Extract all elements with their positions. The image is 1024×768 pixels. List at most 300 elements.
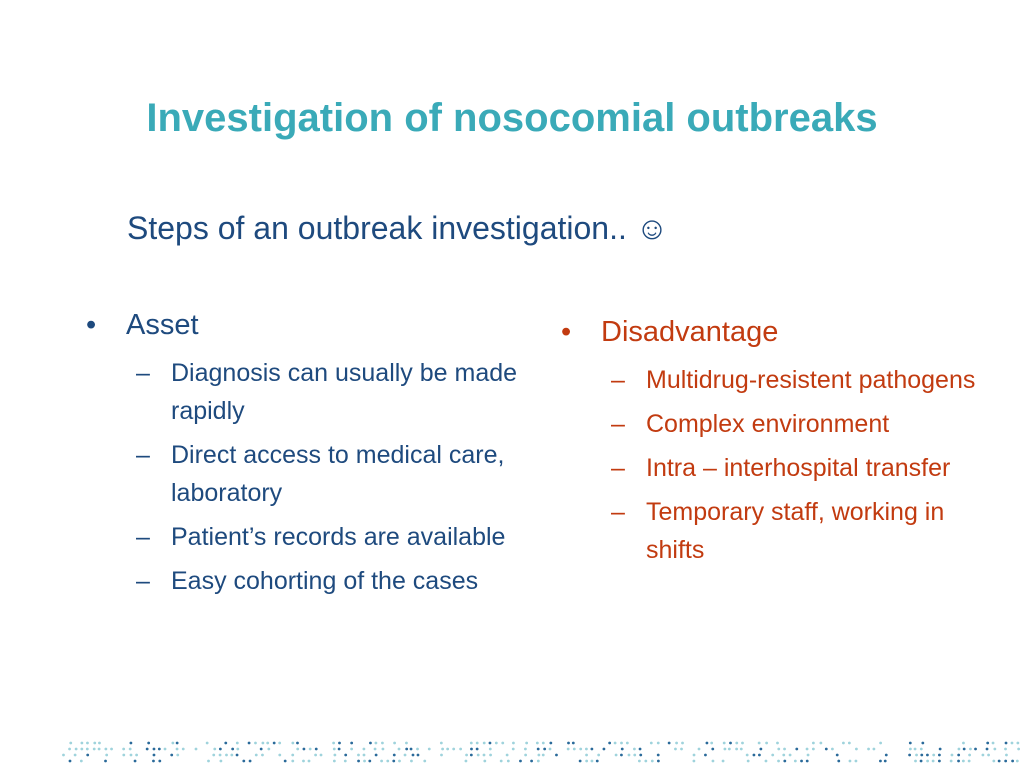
decorative-dot	[644, 760, 647, 763]
decorative-dot	[446, 748, 449, 751]
decorative-dot	[740, 748, 743, 751]
decorative-dot	[320, 754, 323, 757]
decorative-dot	[86, 754, 89, 757]
decorative-dot	[483, 742, 486, 745]
decorative-dot	[452, 748, 455, 751]
decorative-dot	[171, 742, 174, 745]
decorative-dot	[729, 742, 732, 745]
decorative-dot	[110, 748, 113, 751]
decorative-dot	[62, 754, 65, 757]
decorative-dot	[75, 748, 78, 751]
decorative-dot	[998, 760, 1001, 763]
decorative-dot	[771, 754, 774, 757]
decorative-dot	[158, 748, 161, 751]
decorative-dot	[489, 754, 492, 757]
decorative-dot	[93, 748, 96, 751]
decorative-dot	[266, 742, 269, 745]
decorative-dot	[344, 754, 347, 757]
decorative-dot	[375, 742, 378, 745]
decorative-dot	[842, 742, 845, 745]
decorative-dot	[621, 748, 624, 751]
decorative-dot	[393, 754, 396, 757]
decorative-dot	[291, 742, 294, 745]
dash-icon: –	[611, 498, 625, 526]
decorative-dot	[255, 754, 258, 757]
decorative-dot	[1004, 760, 1007, 763]
decorative-dot	[470, 748, 473, 751]
decorative-dot	[542, 754, 545, 757]
disadvantage-item	[611, 493, 981, 569]
decorative-dot	[650, 742, 653, 745]
decorative-dot	[855, 748, 858, 751]
decorative-dot	[938, 754, 941, 757]
decorative-dot	[170, 754, 173, 757]
decorative-dot	[620, 754, 623, 757]
dash-icon: –	[611, 410, 625, 438]
decorative-dot	[152, 760, 155, 763]
decorative-dot	[80, 742, 83, 745]
decorative-dot	[806, 748, 809, 751]
decorative-dot	[302, 760, 305, 763]
decorative-dot	[657, 754, 660, 757]
decorative-dot	[986, 742, 989, 745]
decorative-dot	[381, 742, 384, 745]
decorative-dot	[680, 748, 683, 751]
decorative-dot	[639, 754, 642, 757]
decorative-dot	[423, 760, 426, 763]
decorative-dot	[357, 760, 360, 763]
decorative-dot	[483, 760, 486, 763]
decorative-dot	[441, 748, 444, 751]
decorative-dot	[920, 748, 923, 751]
disadvantage-item-text: Intra – interhospital transfer	[646, 454, 951, 482]
bullet-icon: •	[86, 309, 97, 341]
decorative-dot	[512, 742, 515, 745]
dash-icon: –	[611, 454, 625, 482]
disadvantage-list	[561, 361, 981, 569]
decorative-dot	[735, 748, 738, 751]
decorative-dot	[951, 754, 954, 757]
decorative-dot	[363, 754, 366, 757]
decorative-dot	[758, 754, 761, 757]
decorative-dot	[512, 748, 515, 751]
decorative-dot	[783, 760, 786, 763]
decorative-dot	[1011, 760, 1014, 763]
decorative-dot	[207, 760, 210, 763]
decorative-dot	[849, 760, 852, 763]
disadvantage-heading-row	[561, 313, 981, 351]
decorative-dot	[69, 742, 72, 745]
decorative-dot	[465, 760, 468, 763]
decorative-dot	[332, 742, 335, 745]
decorative-dot	[855, 760, 858, 763]
decorative-dot	[992, 760, 995, 763]
decorative-dot	[555, 754, 558, 757]
decorative-dot	[261, 742, 264, 745]
decorative-dot	[363, 760, 366, 763]
decorative-dot	[86, 742, 89, 745]
decorative-dot	[591, 760, 594, 763]
decorative-dot	[80, 748, 83, 751]
dash-icon: –	[136, 359, 150, 387]
decorative-dot	[537, 748, 540, 751]
decorative-dot	[470, 742, 473, 745]
decorative-dot	[1016, 760, 1019, 763]
decorative-dot	[176, 754, 179, 757]
disadvantage-heading: Disadvantage	[601, 316, 779, 348]
decorative-dot	[428, 748, 431, 751]
slide-subtitle: Steps of an outbreak investigation.. ☺	[127, 210, 669, 246]
decorative-dot	[410, 760, 413, 763]
decorative-dot	[615, 754, 618, 757]
decorative-dot	[783, 748, 786, 751]
decorative-dot	[969, 748, 972, 751]
decorative-dot	[296, 742, 299, 745]
decorative-dot	[338, 748, 341, 751]
decorative-dot	[722, 760, 725, 763]
decorative-dot	[524, 748, 527, 751]
decorative-dot	[879, 760, 882, 763]
decorative-dot	[704, 754, 707, 757]
decorative-dot	[567, 748, 570, 751]
decorative-dot	[932, 754, 935, 757]
decorative-dot	[380, 760, 383, 763]
decorative-dot	[260, 748, 263, 751]
decorative-dot	[795, 748, 798, 751]
decorative-dot	[314, 754, 317, 757]
decorative-dot	[921, 742, 924, 745]
dash-icon: –	[136, 567, 150, 595]
decorative-dot	[404, 754, 407, 757]
decorative-dot	[825, 748, 828, 751]
decorative-dot	[885, 754, 888, 757]
decorative-dot	[417, 754, 420, 757]
decorative-dot	[146, 748, 149, 751]
decorative-dot	[219, 754, 222, 757]
decorative-dot	[909, 742, 912, 745]
decorative-dot	[506, 754, 509, 757]
decorative-dot	[459, 748, 462, 751]
decorative-dot	[296, 748, 299, 751]
decorative-dot	[291, 760, 294, 763]
decorative-dot	[765, 760, 768, 763]
decorative-dot	[357, 754, 360, 757]
decorative-dot	[308, 760, 311, 763]
decorative-dot	[242, 760, 245, 763]
decorative-dot	[836, 754, 839, 757]
decorative-dot	[651, 760, 654, 763]
decorative-dot	[777, 748, 780, 751]
decorative-dot	[668, 742, 671, 745]
decorative-dot	[104, 748, 107, 751]
decorative-dot	[626, 742, 629, 745]
decorative-dot	[573, 748, 576, 751]
decorative-dot	[344, 760, 347, 763]
disadvantage-item	[611, 449, 981, 487]
decorative-dot	[724, 748, 727, 751]
decorative-dot	[920, 754, 923, 757]
decorative-dot	[303, 748, 306, 751]
decorative-dot	[992, 742, 995, 745]
decorative-dot	[585, 760, 588, 763]
decorative-dot	[248, 742, 251, 745]
decorative-dot	[974, 748, 977, 751]
decorative-dot	[596, 760, 599, 763]
decorative-dot	[405, 742, 408, 745]
decorative-dot	[483, 754, 486, 757]
decorative-dot	[968, 754, 971, 757]
decorative-dot	[585, 748, 588, 751]
decorative-dot	[369, 742, 372, 745]
decorative-dot	[914, 748, 917, 751]
decorative-dot	[537, 754, 540, 757]
asset-item-text: Easy cohorting of the cases	[171, 567, 479, 595]
decorative-dot	[267, 748, 270, 751]
decorative-dot	[776, 742, 779, 745]
decorative-dot	[982, 754, 985, 757]
decorative-dot	[759, 748, 762, 751]
decorative-dot	[122, 748, 125, 751]
decorative-dot	[231, 748, 234, 751]
decorative-dot	[350, 742, 353, 745]
decorative-dot	[909, 748, 912, 751]
decorative-dot	[633, 754, 636, 757]
decorative-dot	[590, 748, 593, 751]
decorative-dot	[693, 760, 696, 763]
decorative-dot	[728, 748, 731, 751]
decorative-dot	[806, 760, 809, 763]
dash-icon: –	[136, 523, 150, 551]
decorative-dot	[476, 742, 479, 745]
decorative-dot	[638, 760, 641, 763]
decorative-dot	[585, 754, 588, 757]
decorative-dot	[278, 742, 281, 745]
decorative-dot	[603, 748, 606, 751]
decorative-dot	[104, 760, 107, 763]
decorative-dot	[500, 760, 503, 763]
dotted-decoration	[60, 740, 1024, 764]
decorative-dot	[220, 760, 223, 763]
decorative-dot	[712, 760, 715, 763]
decorative-dot	[284, 760, 287, 763]
asset-list	[86, 354, 526, 600]
decorative-dot	[848, 742, 851, 745]
decorative-dot	[333, 760, 336, 763]
decorative-dot	[867, 748, 870, 751]
decorative-dot	[489, 742, 492, 745]
decorative-dot	[69, 760, 72, 763]
decorative-dot	[278, 754, 281, 757]
decorative-dot	[879, 742, 882, 745]
disadvantage-item-text: Multidrug-resistent pathogens	[646, 366, 976, 394]
decorative-dot	[176, 748, 179, 751]
decorative-dot	[134, 760, 137, 763]
decorative-dot	[230, 754, 233, 757]
decorative-dot	[819, 742, 822, 745]
decorative-dot	[628, 754, 631, 757]
decorative-dot	[1011, 742, 1014, 745]
decorative-dot	[333, 748, 336, 751]
decorative-dot	[219, 748, 222, 751]
decorative-dot	[410, 748, 413, 751]
decorative-dot	[614, 742, 617, 745]
slide-title: Investigation of nosocomial outbreaks	[146, 96, 878, 140]
decorative-dot	[374, 748, 377, 751]
decorative-dot	[1005, 754, 1008, 757]
decorative-dot	[920, 760, 923, 763]
decorative-dot	[147, 742, 150, 745]
asset-heading: Asset	[126, 309, 199, 341]
decorative-dot	[98, 742, 101, 745]
decorative-dot	[620, 742, 623, 745]
decorative-dot	[963, 748, 966, 751]
decorative-dot	[706, 742, 709, 745]
decorative-dot	[315, 748, 318, 751]
decorative-dot	[884, 760, 887, 763]
decorative-dot	[495, 742, 498, 745]
decorative-dot	[477, 754, 480, 757]
decorative-dot	[741, 742, 744, 745]
decorative-dot	[440, 742, 443, 745]
decorative-dot	[224, 742, 227, 745]
decorative-dot	[405, 748, 408, 751]
decorative-dot	[524, 754, 527, 757]
decorative-dot	[225, 754, 228, 757]
asset-item	[136, 518, 526, 556]
decorative-dot	[758, 742, 761, 745]
decorative-dot	[236, 748, 239, 751]
decorative-dot	[465, 754, 468, 757]
decorative-dot	[80, 760, 83, 763]
decorative-dot	[213, 748, 216, 751]
decorative-dot	[782, 754, 785, 757]
decorative-dot	[350, 748, 353, 751]
decorative-dot	[710, 742, 713, 745]
decorative-dot	[398, 748, 401, 751]
decorative-dot	[386, 760, 389, 763]
decorative-dot	[914, 760, 917, 763]
disadvantage-item	[611, 405, 981, 443]
decorative-dot	[130, 754, 133, 757]
decorative-dot	[236, 754, 239, 757]
decorative-dot	[765, 742, 768, 745]
decorative-dot	[368, 760, 371, 763]
decorative-dot	[254, 742, 257, 745]
decorative-dot	[129, 748, 132, 751]
decorative-dot	[639, 748, 642, 751]
decorative-dot	[572, 742, 575, 745]
decorative-dot	[789, 754, 792, 757]
decorative-dot	[398, 760, 401, 763]
asset-item	[136, 354, 526, 430]
decorative-dot	[98, 748, 101, 751]
disadvantage-column	[561, 313, 981, 575]
decorative-dot	[130, 742, 133, 745]
decorative-dot	[597, 754, 600, 757]
decorative-dot	[507, 760, 510, 763]
decorative-dot	[957, 754, 960, 757]
decorative-dot	[549, 748, 552, 751]
decorative-dot	[164, 748, 167, 751]
decorative-dot	[579, 760, 582, 763]
decorative-dot	[135, 754, 138, 757]
decorative-dot	[1004, 748, 1007, 751]
decorative-dot	[412, 754, 415, 757]
decorative-dot	[938, 760, 941, 763]
decorative-dot	[986, 748, 989, 751]
decorative-dot	[309, 748, 312, 751]
decorative-dot	[968, 760, 971, 763]
decorative-dot	[338, 742, 341, 745]
decorative-dot	[681, 742, 684, 745]
decorative-dot	[536, 742, 539, 745]
decorative-dot	[926, 754, 929, 757]
decorative-dot	[926, 760, 929, 763]
decorative-dot	[794, 760, 797, 763]
decorative-dot	[392, 760, 395, 763]
decorative-dot	[530, 760, 533, 763]
decorative-dot	[249, 760, 252, 763]
decorative-dot	[261, 754, 264, 757]
decorative-dot	[567, 742, 570, 745]
disadvantage-item-text: Complex environment	[646, 410, 890, 438]
decorative-dot	[812, 742, 815, 745]
decorative-dot	[873, 748, 876, 751]
decorative-dot	[711, 748, 714, 751]
decorative-dot	[549, 742, 552, 745]
decorative-dot	[675, 742, 678, 745]
decorative-dot	[753, 754, 756, 757]
decorative-dot	[489, 748, 492, 751]
decorative-dot	[416, 748, 419, 751]
decorative-dot	[153, 748, 156, 751]
asset-item-text: Diagnosis can usually be made rapidly	[171, 359, 518, 425]
decorative-dot	[393, 742, 396, 745]
decorative-dot	[525, 742, 528, 745]
decorative-dot	[212, 754, 215, 757]
asset-column	[86, 306, 526, 606]
decorative-dot	[939, 748, 942, 751]
decorative-dot	[957, 760, 960, 763]
decorative-dot	[519, 760, 522, 763]
decorative-dot	[182, 748, 185, 751]
decorative-dot	[74, 754, 77, 757]
decorative-dot	[470, 754, 473, 757]
decorative-dot	[962, 742, 965, 745]
decorative-dot	[542, 742, 545, 745]
decorative-dot	[236, 742, 239, 745]
decorative-dot	[962, 760, 965, 763]
decorative-dot	[382, 748, 385, 751]
decorative-dot	[950, 760, 953, 763]
decorative-dot	[693, 754, 696, 757]
decorative-dot	[812, 748, 815, 751]
decorative-dot	[195, 748, 198, 751]
decorative-dot	[93, 742, 96, 745]
decorative-dot	[579, 748, 582, 751]
decorative-dot	[674, 748, 677, 751]
asset-heading-row	[86, 306, 526, 344]
decorative-dot	[86, 748, 89, 751]
decorative-dot	[333, 754, 336, 757]
decorative-dot	[932, 760, 935, 763]
decorative-dot	[608, 742, 611, 745]
decorative-dot	[698, 748, 701, 751]
decorative-dot	[1017, 748, 1020, 751]
asset-item	[136, 436, 526, 512]
decorative-dot	[987, 754, 990, 757]
decorative-dot	[153, 754, 156, 757]
